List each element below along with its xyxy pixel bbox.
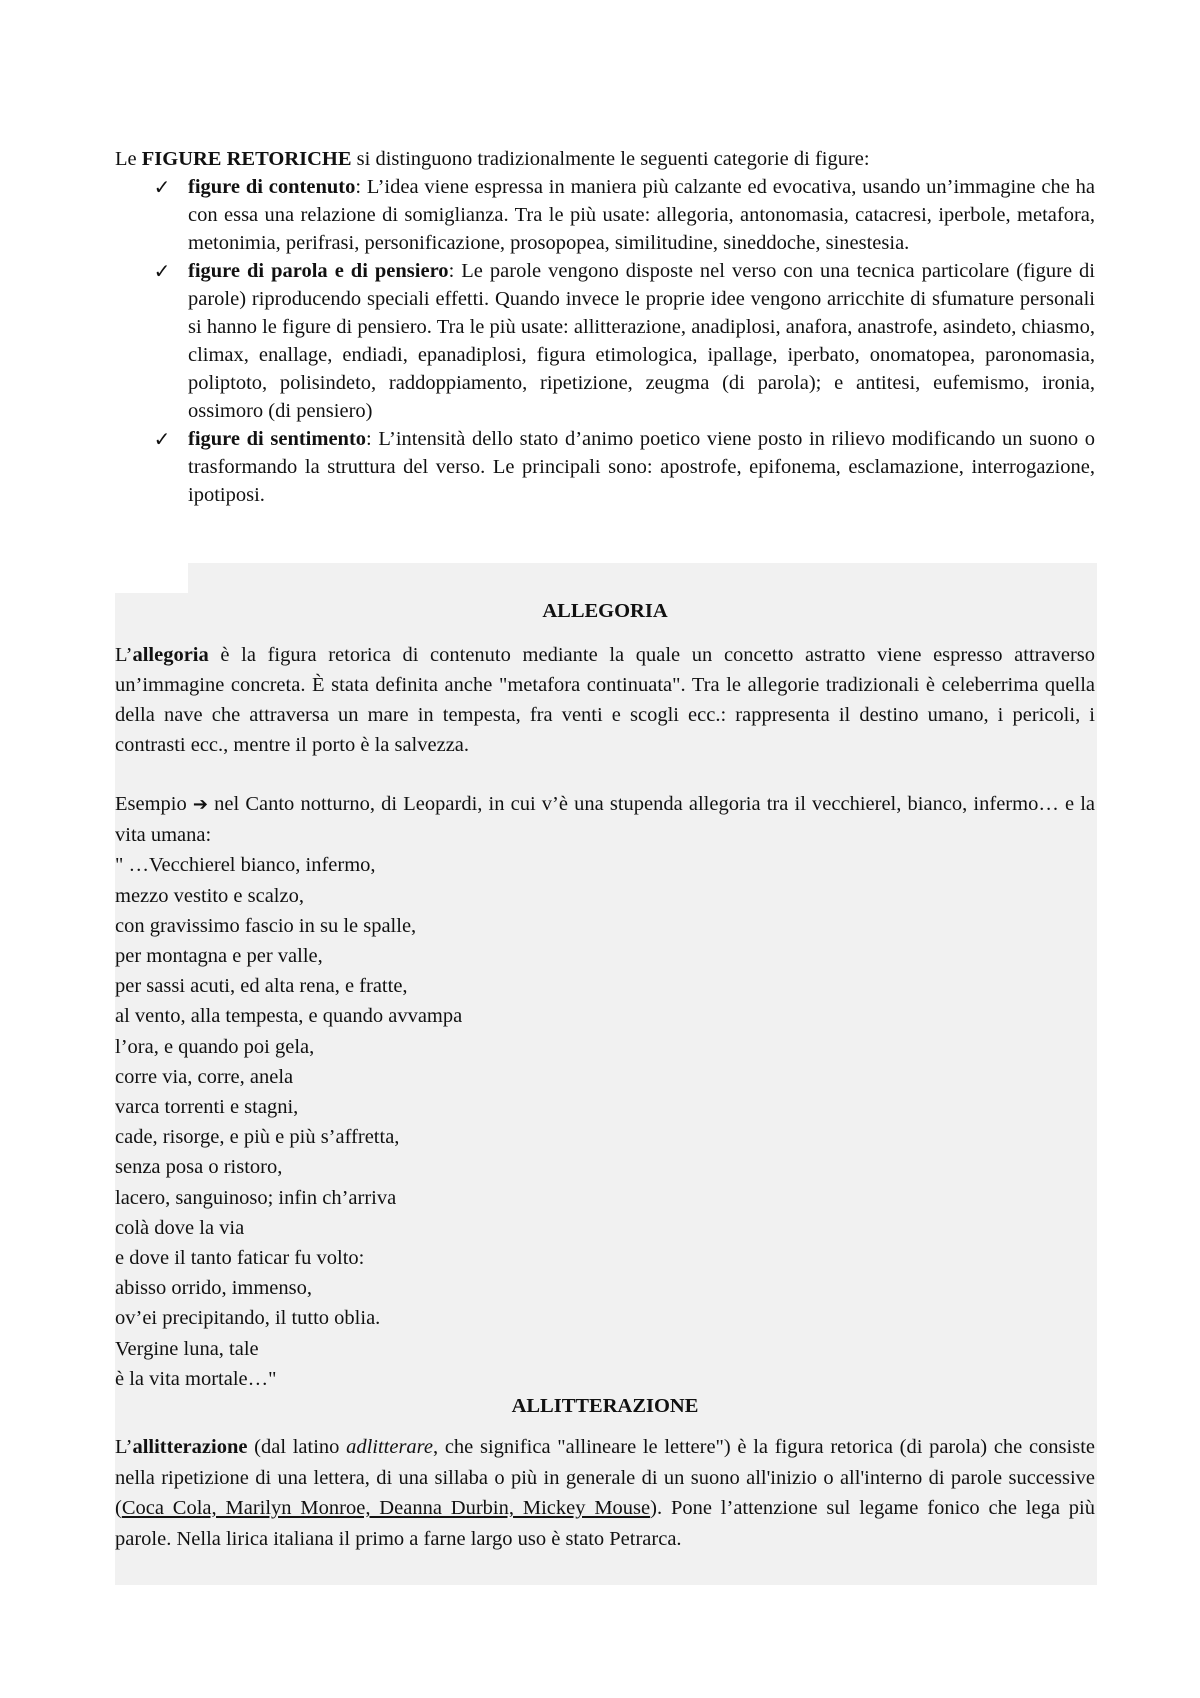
category-term: figure di sentimento: [188, 428, 367, 450]
check-icon: ✓: [153, 259, 171, 283]
example-prefix: Esempio: [115, 793, 187, 815]
allitterazione-term: allitterazione: [132, 1436, 248, 1458]
intro-sentence: [115, 145, 1095, 173]
allegoria-definition: [115, 640, 1095, 760]
verse-line: senza posa o ristoro,: [115, 1156, 283, 1179]
verse-line: l’ora, e quando poi gela,: [115, 1035, 315, 1058]
verse-line: è la vita mortale…": [115, 1367, 277, 1390]
intro-prefix: Le: [115, 148, 142, 170]
allegoria-example: [115, 789, 1095, 1394]
definition-text: (dal latino: [247, 1436, 347, 1458]
list-item: [115, 425, 1095, 509]
verse-line: mezzo vestito e scalzo,: [115, 884, 304, 907]
verse-line: varca torrenti e stagni,: [115, 1096, 299, 1119]
allegoria-text: è la figura retorica di contenuto mediante la quale un concetto astratto viene espresso attraverso un’immagine concreta. È stata definita anche "metafora continuata". Tra le allegorie tradizionali è celeberrima quella della nave che attraversa un mare in tempesta, fra venti e scogli ecc.: rappresenta il destino umano, i pericoli, i contrasti ecc., mentre il porto è la salvezza.: [115, 644, 1095, 756]
examples-underlined: Coca Cola, Marilyn Monroe, Deanna Durbin, Mickey Mouse: [121, 1497, 651, 1519]
category-text: : Le parole vengono disposte nel verso con una tecnica particolare (figure di parole) riproducendo speciali effetti. Quando invece le proprie idee vengono arricchite di sfumature personali si hanno le figure di pensiero. Tra le più usate: allitterazione, anadiplosi, anafora, anastrofe, asindeto, chiasmo, climax, enallage, endiadi, epanadiplosi, figura etimologica, ipallage, iperbato, onomatopea, paronomasia, poliptoto, polisindeto, raddoppiamento, ripetizione, zeugma (di parola); e antitesi, eufemismo, ironia, ossimoro (di pensiero): [188, 260, 1095, 422]
allitterazione-definition: [115, 1432, 1095, 1554]
list-item: [115, 257, 1095, 425]
definition-text: ). Pone l’attenzione sul legame fonico che lega più parole. Nella lirica italiana il primo a farne largo uso è stato Petrarca.: [115, 1497, 1095, 1550]
category-term: figure di parola e di pensiero: [188, 260, 449, 282]
section-heading: ALLITTERAZIONE: [511, 1395, 699, 1417]
verse-line: colà dove la via: [115, 1216, 245, 1239]
verse-line: " …Vecchierel bianco, infermo,: [115, 854, 376, 877]
category-text: : L’intensità dello stato d’animo poetico viene posto in rilievo modificando un suono o trasformando la struttura del verso. Le principali sono: apostrofe, epifonema, esclamazione, interrogazione, ipotiposi.: [188, 428, 1095, 506]
example-text: nel Canto notturno, di Leopardi, in cui v’è una stupenda allegoria tra il vecchierel, bianco, infermo… e la vita umana:: [115, 793, 1096, 847]
verse-line: con gravissimo fascio in su le spalle,: [115, 914, 417, 937]
section-heading: ALLEGORIA: [542, 600, 668, 622]
intro-rest: si distinguono tradizionalmente le seguenti categorie di figure:: [351, 148, 870, 170]
verse-line: ov’ei precipitando, il tutto oblia.: [115, 1307, 381, 1330]
allitterazione-section: [115, 1392, 1095, 1420]
list-item: [115, 173, 1095, 257]
verse-line: al vento, alla tempesta, e quando avvampa: [115, 1005, 463, 1028]
intro-section: [115, 145, 1095, 509]
example-intro: [115, 789, 1095, 850]
verse-line: lacero, sanguinoso; infin ch’arriva: [115, 1186, 397, 1209]
right-arrow-icon: ➔: [192, 794, 208, 815]
allegoria-term: allegoria: [132, 644, 209, 666]
shade-block-heading-band: [188, 563, 1097, 593]
verse-line: per sassi acuti, ed alta rena, e fratte,: [115, 975, 408, 998]
verse-line: corre via, corre, anela: [115, 1065, 294, 1088]
lead-text: L’: [115, 644, 133, 666]
poem-verses: [115, 850, 1095, 1394]
check-icon: ✓: [153, 427, 171, 451]
intro-bold-term: FIGURE RETORICHE: [141, 148, 352, 170]
category-list: [115, 173, 1095, 509]
verse-line: abisso orrido, immenso,: [115, 1277, 313, 1300]
allegoria-body: [115, 640, 1095, 760]
verse-line: Vergine luna, tale: [115, 1337, 259, 1360]
lead-text: L’: [115, 1436, 133, 1458]
allegoria-section: [115, 597, 1095, 625]
allitterazione-body: [115, 1432, 1095, 1554]
category-text: : L’idea viene espressa in maniera più calzante ed evocativa, usando un’immagine che ha con essa una relazione di somiglianza. Tra le più usate: allegoria, antonomasia, catacresi, iperbole, metafora, metonimia, perifrasi, personificazione, prosopopea, similitudine, sineddoche, sinestesia.: [188, 176, 1095, 254]
verse-line: cade, risorge, e più e più s’affretta,: [115, 1126, 400, 1149]
latin-word: adlitterare: [346, 1436, 434, 1458]
category-term: figure di contenuto: [188, 176, 356, 198]
check-icon: ✓: [153, 175, 171, 199]
definition-text: , che significa "allineare le lettere") è la figura retorica (di parola) che consiste nella ripetizione di una lettera, di una sillaba o più in generale di un suono all'inizio o all'interno di parole successive (: [115, 1436, 1095, 1519]
verse-line: per montagna e per valle,: [115, 945, 323, 968]
verse-line: e dove il tanto faticar fu volto:: [115, 1247, 365, 1270]
